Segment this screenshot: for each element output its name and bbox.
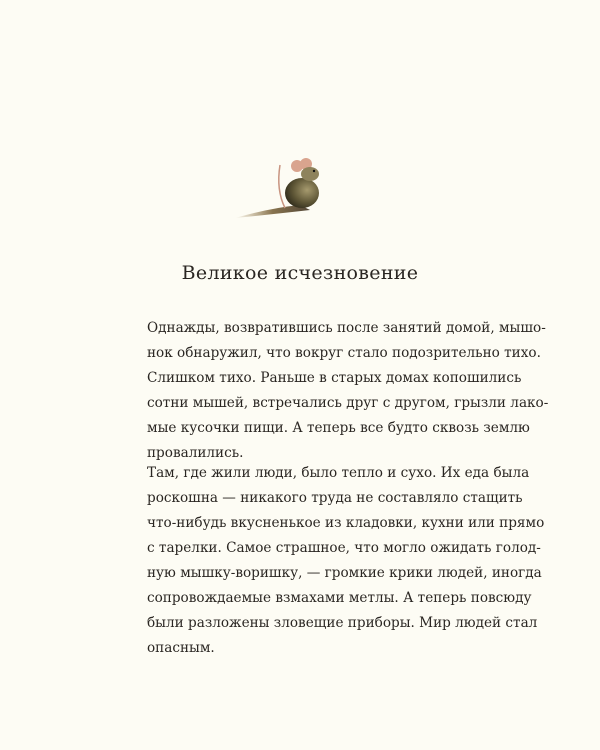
text-line: ную мышку-воришку, — громкие крики людей, иногда — [147, 565, 542, 581]
paragraph-2 — [147, 461, 545, 661]
text-line: роскошна — никакого труда не составляло стащить — [147, 490, 523, 506]
text-line: провалились. — [147, 445, 244, 461]
text-line: Однажды, возвратившись после занятий домой, мышо- — [147, 320, 546, 336]
text-line: были разложены зловещие приборы. Мир людей стал — [147, 615, 538, 631]
text-line: сопровождаемые взмахами метлы. А теперь повсюду — [147, 590, 532, 606]
chapter-title: Великое исчезновение — [181, 262, 419, 284]
mouse-illustration — [230, 150, 360, 230]
text-line: сотни мышей, встречались друг с другом, грызли лако- — [147, 395, 549, 411]
text-line: опасным. — [147, 640, 215, 656]
text-line: Там, где жили люди, было тепло и сухо. Их еда была — [147, 465, 530, 481]
text-line: Слишком тихо. Раньше в старых домах копошились — [147, 370, 522, 386]
text-line: с тарелки. Самое страшное, что могло ожидать голод- — [147, 540, 541, 556]
paragraph-1 — [147, 316, 549, 466]
text-line: нок обнаружил, что вокруг стало подозрительно тихо. — [147, 345, 541, 361]
text-line: что-нибудь вкусненькое из кладовки, кухни или прямо — [147, 515, 545, 531]
text-line: мые кусочки пищи. А теперь все будто сквозь землю — [147, 420, 530, 436]
